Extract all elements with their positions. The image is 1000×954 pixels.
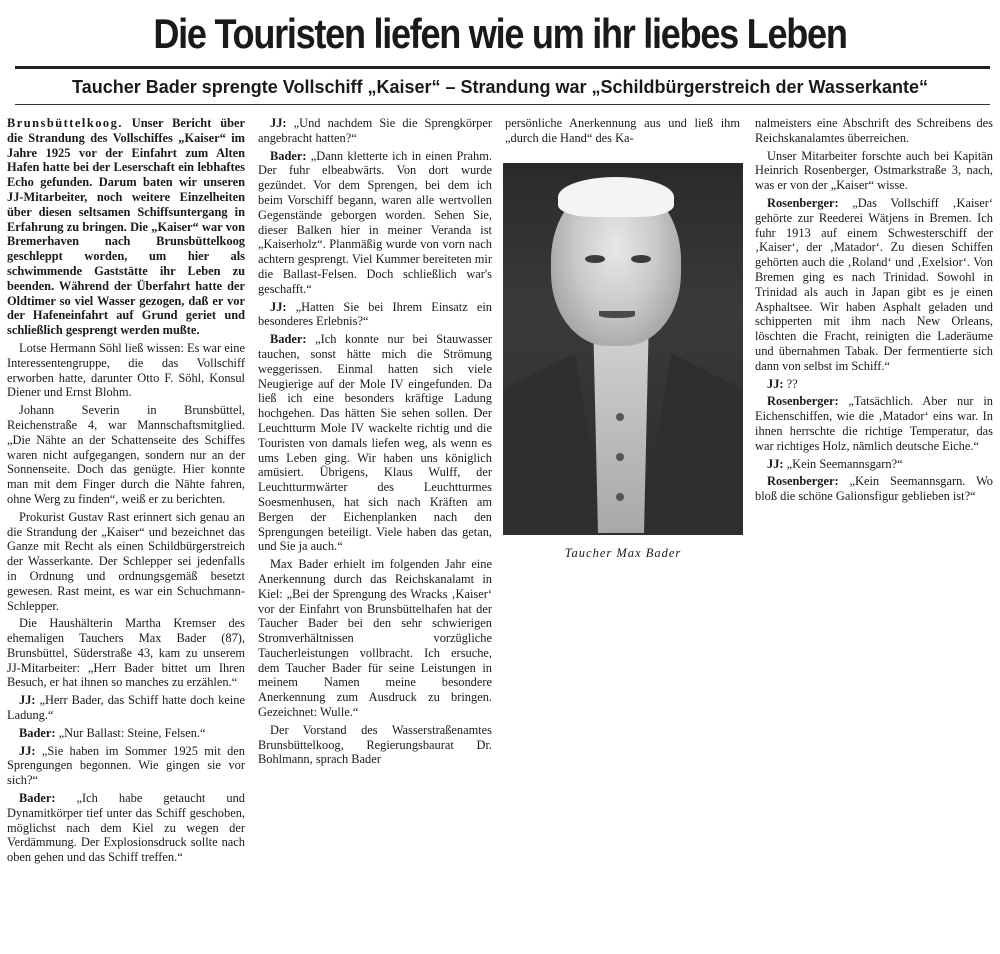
paragraph: Lotse Hermann Söhl ließ wissen: Es war eine Interessentengruppe, die das Vollschiff erworben hatte, darunter Otto F. Söhl, Konsul Diener und Ernst Blohm. [7,340,245,400]
speaker-text: „Hatten Sie bei Ihrem Einsatz ein besonderes Erlebnis?“ [258,299,492,329]
interview-line [755,196,993,374]
subheadline-rule [15,104,990,105]
interview-line [258,300,492,330]
paragraph: Max Bader erhielt im folgenden Jahr eine Anerkennung durch das Reichskanalamt in Kiel: „Bei der Sprengung des Wracks ‚Kaiser‘ vor der Einfahrt von Brunsbüttelhafen hat der Taucher Bader bei den sehr schwierigen Stromverhältnissen vorzügliche Taucherleistungen vollbracht. Ich ersuche, dem Taucher Bader für seine Leistungen in meinem Namen meine besondere Anerkennung zum Ausdruck zu bringen. Gezeichnet: Wulle.“ [258,557,492,720]
article-column-3 [505,116,740,149]
speaker-label: Rosenberger: [767,474,839,489]
interview-line [755,474,993,504]
speaker-text: „Ich konnte nur bei Stauwasser tauchen, sonst hätte mich die Strömung weggerissen. Einmal hatten sich viele Neugierige auf der Mole IV eingefunden. Da ließ ich eine besonders kräftige Ladung hochgehen. Das hätten Sie sehen sollen. Der Leuchtturm Mole IV wackelte richtig und die Touristen von damals liefen weg, als wenn es ums Leben ging. Wir haben uns königlich amüsiert. Übrigens, Klaus Wulff, der Leuchtturmwärter des Leuchtturmes Soesmenhusen, hat sich nach Kräften am Bergen der Eichenplanken nach den Sprengungen beteiligt. Viele haben das getan, und Sie ja auch.“ [258,332,492,554]
paragraph: Prokurist Gustav Rast erinnert sich genau an die Strandung der „Kaiser“ und bezeichnet das Ganze mit Recht als einen Schildbürgerstreich der Wasserkante. Der Schlepper sei jedenfalls in Ordnung und ordnungsgemäß besetzt gewesen. Rast meint, es war ein Schuchmann-Schlepper. [7,509,245,613]
speaker-text: „Tatsächlich. Aber nur in Eichenschiffen, wie die ‚Matador‘ eins war. In ihnen herrschte die richtige Temperatur, das war richtiges Holz, nämlich deutsche Eiche.“ [755,394,993,453]
speaker-label: JJ: [767,376,784,391]
article-column-4 [755,116,993,507]
lead-paragraph [7,116,245,338]
paragraph: Unser Mitarbeiter forschte auch bei Kapitän Heinrich Rosenberger, Ostmarkstraße 3, nach, was er von der „Kaiser“ wisse. [755,148,993,193]
interview-line [7,726,245,741]
paragraph: Johann Severin in Brunsbüttel, Reichenstraße 4, war Mannschaftsmitglied. „Die Nähte an der Schattenseite des Schiffes waren nicht aufgegangen, sondern nur an der Sonnenseite. Doch das genügte. Hier konnte man mit dem Finger durch die Nähte fahren, ohne Werg zu finden“, weiß er zu berichten. [7,403,245,506]
speaker-text: „Sie haben im Sommer 1925 mit den Sprengungen begonnen. Wie gingen sie vor sich?“ [7,743,245,788]
speaker-label: Bader: [270,332,307,347]
speaker-text: „Nur Ballast: Steine, Felsen.“ [58,725,206,740]
interview-line [755,394,993,453]
interview-line [755,377,993,392]
interview-line [7,744,245,788]
interview-line [258,332,492,554]
speaker-label: Rosenberger: [767,394,839,409]
article-column-2 [258,116,492,770]
headline: Die Touristen liefen wie um ihr liebes Leben [153,10,847,57]
speaker-label: Bader: [19,725,56,740]
photo-button [616,493,624,501]
paragraph: Die Haushälterin Martha Kremser des ehemaligen Tauchers Max Bader (87), Brunsbüttel, Süderstraße 43, kam zu unserem JJ-Mitarbeiter: „Herr Bader bittet um Ihren Besuch, er hat ihnen so manches zu erzählen.“ [7,616,245,690]
interview-line [258,116,492,146]
photo-eye [585,255,605,263]
article-column-1 [7,116,245,868]
interview-line [258,149,492,297]
speaker-label: Rosenberger: [767,195,839,210]
speaker-label: JJ: [767,456,784,471]
portrait-photo [503,163,743,535]
speaker-text: „Kein Seemannsgarn?“ [786,456,903,471]
speaker-label: Bader: [270,148,307,163]
speaker-text: „Dann kletterte ich in einen Prahm. Der fuhr elbeabwärts. Von dort wurde gezündet. Vor dem Sprengen, bei dem ich beim Vorschiff begann, waren alle wertvollen Gegenstände geborgen worden. Sehen Sie, dieser Balken hier in meiner Veranda ist „Kaiserholz“. Planmäßig wurde von vorn nach achtern gesprengt. Viel Kummer bereiteten mir die Ballast-Felsen. Doch schließlich war's geschafft.“ [258,148,492,296]
speaker-label: JJ: [19,743,36,758]
paragraph: persönliche Anerkennung aus und ließ ihm „durch die Hand“ des Ka- [505,116,740,145]
photo-mouth [599,311,635,318]
paragraph: Der Vorstand des Wasserstraßenamtes Brunsbüttelkoog, Regierungsbaurat Dr. Bohlmann, sprach Bader [258,722,492,767]
photo-button [616,453,624,461]
speaker-text: „Ich habe getaucht und Dynamitkörper tief unter das Schiff geschoben, möglichst nach dem Kiel zu wegen der Verdämmung. Der Explosionsdruck sollte nach oben gehen und das Schiff treffen.“ [7,791,245,865]
lead-text: Unser Bericht über die Strandung des Vollschiffes „Kaiser“ im Jahre 1925 vor der Einfahrt zum Alten Hafen hatte bei der Leserschaft ein lebhaftes Echo gefunden. Darum baten wir unseren JJ-Mitarbeiter, noch weitere Einzelheiten über diesen seltsamen Schiffsuntergang in Erfahrung zu bringen. Die „Kaiser“ war von Bremerhaven nach Brunsbüttelkoog geschleppt worden, um hier als schwimmende Gaststätte ihr Leben zu beenden. Während der Überfahrt hatte der Oldtimer so viel Wasser gezogen, daß er vor der Hafeneinfahrt auf Grund geriet und schließlich gesprengt werden mußte. [7,116,245,338]
paragraph: nalmeisters eine Abschrift des Schreibens des Reichskanalamtes überreichen. [755,116,993,145]
headline-rule [15,66,990,69]
photo-hair [558,177,674,217]
speaker-label: JJ: [270,299,287,314]
photo-caption: Taucher Max Bader [564,546,682,560]
subheadline: Taucher Bader sprengte Vollschiff „Kaiser“ – Strandung war „Schildbürgerstreich der Wasserkante“ [72,77,928,97]
interview-line [7,693,245,723]
photo-eye [631,255,651,263]
interview-line [755,457,993,472]
speaker-text: „Das Vollschiff ‚Kaiser‘ gehörte zur Reederei Wätjens in Bremen. Ich fuhr 1913 auf einem Schwesterschiff der ‚Kaiser‘, der ‚Matador‘. Zu diesen Schiffen gehörten auch die ‚Roland‘ und ‚Exelsior‘. Von Bremen ging es nach Trinidad. Sowohl in Trinidad als auch in Japan gibt es je einen Asphaltsee. Wir haben Asphalt geladen und schipperten mit ihm nach New Orleans, löschten die Fracht, reinigten die Laderäume und übernahmen Tabak. Der fermentierte sich dann von selbst im Schiff.“ [755,195,993,373]
speaker-text: „Herr Bader, das Schiff hatte doch keine Ladung.“ [7,693,245,723]
photo-button [616,413,624,421]
speaker-text: ?? [786,376,798,391]
speaker-label: JJ: [270,116,287,130]
speaker-label: Bader: [19,791,56,806]
speaker-text: „Kein Seemannsgarn. Wo bloß die schöne Galionsfigur geblieben ist?“ [755,474,993,504]
dateline: Brunsbüttelkoog. [7,116,123,130]
speaker-label: JJ: [19,693,36,708]
speaker-text: „Und nachdem Sie die Sprengkörper angebracht hatten?“ [258,116,492,145]
interview-line [7,791,245,865]
